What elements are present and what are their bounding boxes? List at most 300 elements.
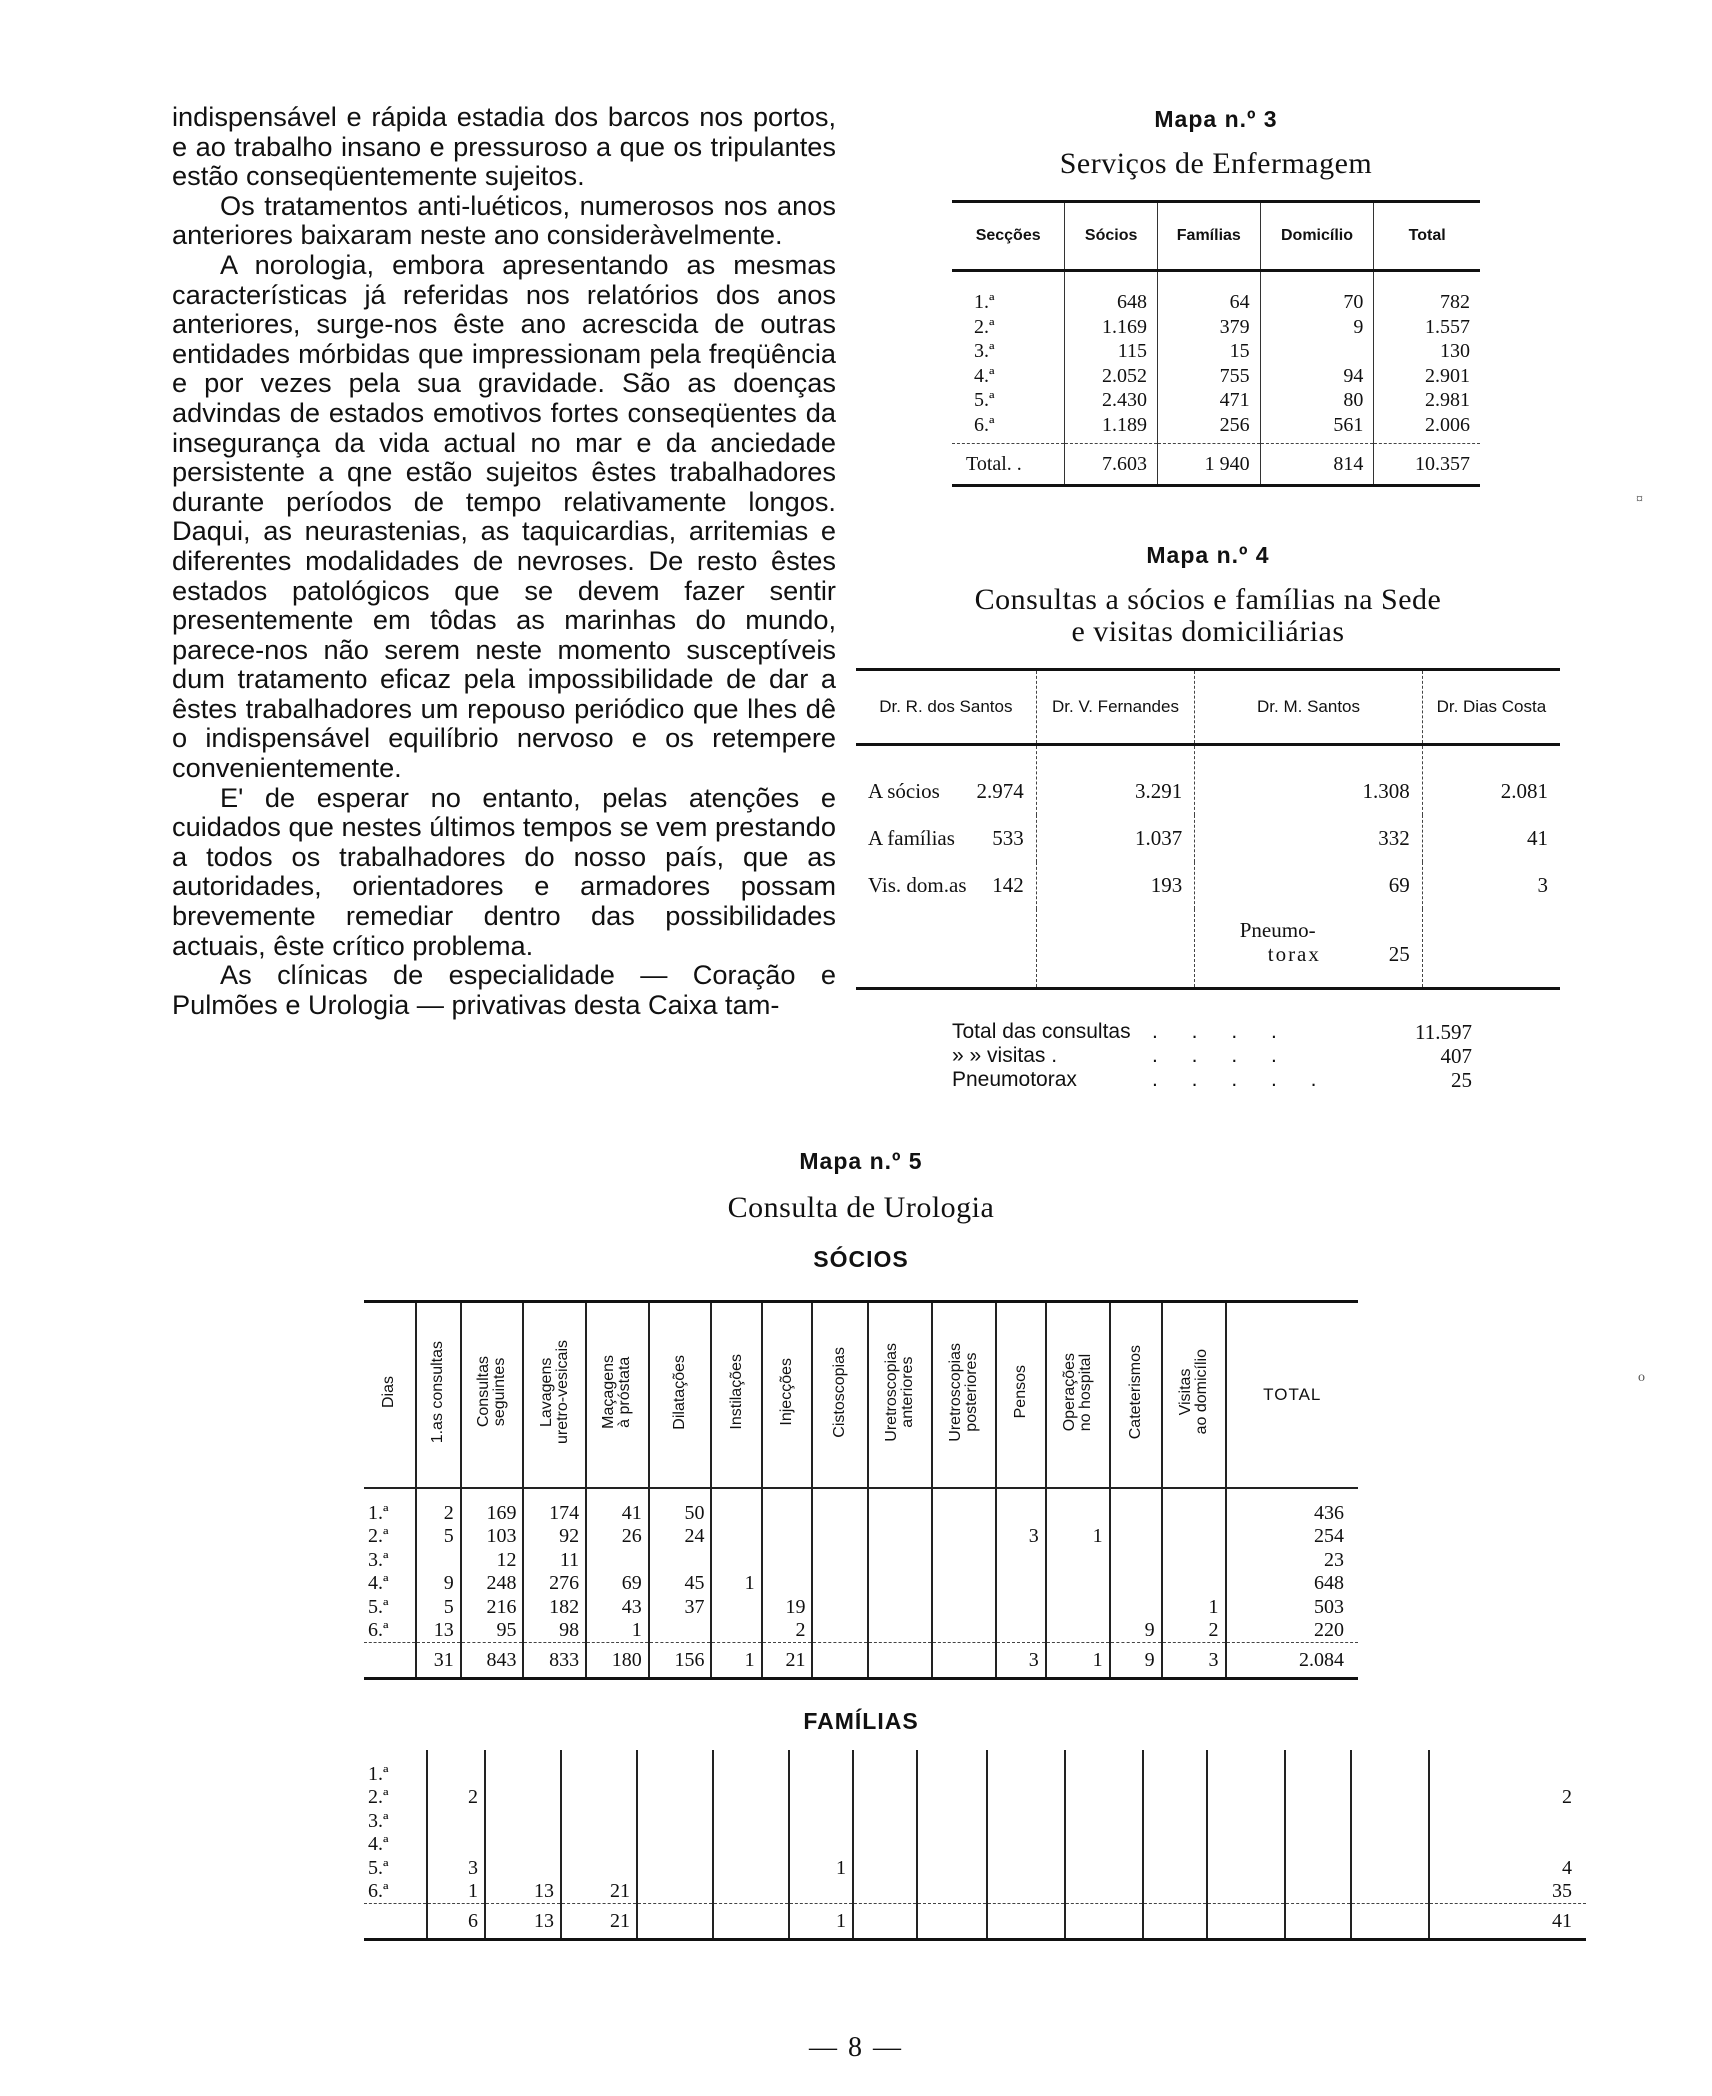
table-cell <box>1207 1904 1285 1940</box>
table-cell: 13 <box>485 1880 561 1904</box>
table-cell: 13 <box>485 1904 561 1940</box>
table-cell <box>868 1595 932 1619</box>
pneumotorax-label-1: Pneumo- <box>1239 917 1316 942</box>
table-cell <box>1036 815 1195 862</box>
table-cell <box>637 1750 713 1786</box>
table-cell: 15 <box>1158 339 1261 364</box>
table-cell: 95 <box>461 1619 524 1643</box>
table-cell: 2.ª <box>364 1786 427 1810</box>
table-row <box>856 862 1560 909</box>
table-cell <box>1429 1833 1586 1857</box>
totals-dots: . . . . . <box>1152 1068 1331 1091</box>
table-cell: 7.603 <box>1065 444 1158 486</box>
totals-row <box>952 1020 1472 1044</box>
table-cell <box>1351 1809 1429 1833</box>
table-cell: 21 <box>561 1880 637 1904</box>
table-cell <box>1207 1880 1285 1904</box>
table-row <box>952 315 1480 340</box>
table-cell: 24 <box>649 1525 712 1549</box>
table-cell <box>427 1833 485 1857</box>
map4-header: Dr. V. Fernandes <box>1036 670 1195 745</box>
table-cell: 1 <box>586 1619 649 1643</box>
table-cell: 648 <box>1065 271 1158 315</box>
pneumotorax-entry <box>1240 918 1410 966</box>
table-cell <box>711 1595 761 1619</box>
map4-title <box>856 584 1560 648</box>
table-cell <box>1207 1809 1285 1833</box>
table-cell <box>932 1572 996 1596</box>
map4-title-line2: e visitas domiciliárias <box>1071 615 1345 648</box>
table-row <box>364 1833 1586 1857</box>
table-cell: 436 <box>1314 1501 1344 1524</box>
table-cell: 174 <box>523 1488 586 1525</box>
table-cell: 248 <box>461 1572 524 1596</box>
page-number: — 8 — <box>809 2032 903 2063</box>
map5-header-text: Cistoscopias <box>831 1346 849 1438</box>
table-cell <box>868 1548 932 1572</box>
table-cell <box>789 1833 853 1857</box>
row-label: A sócios <box>868 779 940 803</box>
cell-value: 1.037 <box>1135 826 1183 850</box>
table-cell: 6.ª <box>952 413 1065 444</box>
table-cell <box>1143 1786 1207 1810</box>
table-cell <box>1162 1488 1226 1525</box>
table-cell: 3 <box>996 1525 1046 1549</box>
table-cell <box>1162 1548 1226 1572</box>
table-cell <box>649 1619 712 1643</box>
table-cell: 4 <box>1562 1856 1572 1879</box>
table-cell <box>917 1809 987 1833</box>
table-cell: 43 <box>586 1595 649 1619</box>
table-cell: 2 <box>1162 1619 1226 1643</box>
table-cell <box>987 1833 1065 1857</box>
body-text <box>172 102 836 1019</box>
table-cell: 379 <box>1158 315 1261 340</box>
table-cell: 6.ª <box>364 1619 416 1643</box>
table-cell: 1 <box>1162 1595 1226 1619</box>
map3-title: Serviços de Enfermagem <box>1059 147 1373 180</box>
table-cell: 115 <box>1065 339 1158 364</box>
table-cell <box>1351 1750 1429 1786</box>
map4-totals <box>952 1020 1472 1092</box>
table-cell: 9 <box>1260 315 1374 340</box>
table-cell: 5.ª <box>364 1856 427 1880</box>
table-cell: 21 <box>762 1643 813 1679</box>
table-cell: 2.006 <box>1425 413 1470 436</box>
table-cell <box>1110 1548 1162 1572</box>
table-cell: 70 <box>1260 271 1374 315</box>
table-cell: 254 <box>1314 1525 1344 1548</box>
table-cell <box>932 1548 996 1572</box>
table-row <box>364 1548 1358 1572</box>
table-cell: 31 <box>416 1643 461 1679</box>
table-cell <box>868 1572 932 1596</box>
table-cell <box>868 1525 932 1549</box>
table-cell <box>762 1488 813 1525</box>
map5-header-text: Visitas ao domicílio <box>1176 1349 1210 1435</box>
table-cell: 4.ª <box>364 1833 427 1857</box>
cell-value: 2.974 <box>976 779 1024 803</box>
table-cell <box>812 1595 867 1619</box>
table-cell <box>812 1619 867 1643</box>
map5-header-text: Cateterismos <box>1126 1344 1144 1440</box>
table-cell: 471 <box>1158 388 1261 413</box>
total-row <box>952 444 1480 486</box>
table-row <box>952 364 1480 389</box>
table-cell: 5.ª <box>364 1595 416 1619</box>
pneumotorax-row <box>856 909 1560 989</box>
total-row <box>364 1643 1358 1679</box>
table-cell: 182 <box>523 1595 586 1619</box>
table-row <box>364 1750 1586 1786</box>
table-cell <box>1195 815 1422 862</box>
table-row <box>856 745 1560 816</box>
map5-header <box>812 1302 867 1489</box>
table-cell: 2 <box>762 1619 813 1643</box>
table-cell: 169 <box>461 1488 524 1525</box>
table-cell: 12 <box>461 1548 524 1572</box>
table-cell <box>856 815 1036 862</box>
paragraph: indispensável e rápida estadia dos barcos nos portos, e ao trabalho insano e pressuroso a que os tripulantes estão conseqüentemente sujeitos. <box>172 101 836 192</box>
table-cell <box>853 1880 917 1904</box>
table-cell <box>853 1904 917 1940</box>
table-cell <box>789 1880 853 1904</box>
table-cell <box>1065 1809 1143 1833</box>
table-cell <box>932 1619 996 1643</box>
table-cell: 2.052 <box>1065 364 1158 389</box>
table-cell: 2.981 <box>1425 389 1470 412</box>
map3-header: Famílias <box>1158 202 1261 271</box>
table-cell <box>1285 1880 1351 1904</box>
table-cell <box>561 1786 637 1810</box>
table-cell <box>1429 1750 1586 1786</box>
table-cell <box>485 1809 561 1833</box>
table-cell: 6.ª <box>364 1880 427 1904</box>
table-cell: 1 <box>711 1643 761 1679</box>
table-cell: 9 <box>1110 1619 1162 1643</box>
pneumotorax-label-text: torax <box>1267 941 1321 966</box>
table-cell <box>987 1809 1065 1833</box>
map4-table <box>856 668 1560 990</box>
table-cell: 5 <box>416 1525 461 1549</box>
row-label: Vis. dom.as <box>868 873 967 897</box>
table-cell: 45 <box>649 1572 712 1596</box>
table-cell: 3 <box>996 1643 1046 1679</box>
table-cell <box>853 1833 917 1857</box>
table-cell: 21 <box>561 1904 637 1940</box>
map5-header <box>461 1302 524 1489</box>
table-cell <box>1351 1786 1429 1810</box>
table-cell <box>1422 815 1560 862</box>
table-cell <box>1351 1904 1429 1940</box>
table-cell: 3 <box>1162 1643 1226 1679</box>
table-cell <box>1110 1488 1162 1525</box>
table-cell: 11 <box>523 1548 586 1572</box>
table-cell <box>1162 1572 1226 1596</box>
table-row <box>364 1619 1358 1643</box>
table-cell: 6 <box>427 1904 485 1940</box>
table-cell <box>1065 1786 1143 1810</box>
table-cell <box>1046 1595 1110 1619</box>
table-cell <box>1036 745 1195 816</box>
totals-label: Total das consultas <box>952 1020 1131 1043</box>
table-cell: 2.ª <box>364 1525 416 1549</box>
table-cell <box>1143 1833 1207 1857</box>
table-cell: 1.ª <box>364 1488 416 1525</box>
table-cell <box>1422 909 1560 989</box>
map5-header-text: Dias <box>380 1375 398 1408</box>
table-cell <box>762 1572 813 1596</box>
table-cell <box>853 1809 917 1833</box>
table-cell <box>1143 1856 1207 1880</box>
table-cell <box>416 1548 461 1572</box>
table-cell <box>856 745 1036 816</box>
table-cell <box>427 1809 485 1833</box>
totals-row <box>952 1044 1472 1068</box>
table-cell: 1.189 <box>1065 413 1158 444</box>
table-cell <box>1422 745 1560 816</box>
cell-value: 142 <box>992 873 1024 897</box>
table-cell <box>856 862 1036 909</box>
scan-speck: o <box>1638 1370 1645 1385</box>
table-cell <box>1046 1619 1110 1643</box>
table-cell <box>789 1750 853 1786</box>
map5-header-text: Consultas seguintes <box>475 1356 509 1428</box>
table-cell <box>932 1643 996 1679</box>
cell-value: 3.291 <box>1135 779 1183 803</box>
table-cell: 2.430 <box>1065 388 1158 413</box>
table-cell <box>789 1786 853 1810</box>
table-cell <box>812 1525 867 1549</box>
table-cell <box>812 1572 867 1596</box>
map5-header-text: 1.as consultas <box>429 1340 447 1444</box>
table-cell <box>1110 1595 1162 1619</box>
map5-header <box>523 1302 586 1489</box>
paragraph: As clínicas de especialidade — Coração e Pulmões e Urologia — privativas desta Caixa tam- <box>172 959 836 1020</box>
cell-value: 2.081 <box>1500 779 1548 803</box>
map5-header-text: Dilatações <box>671 1354 689 1430</box>
familias-heading: FAMÍLIAS <box>803 1708 919 1734</box>
table-cell: 2 <box>1562 1786 1572 1809</box>
table-row <box>952 271 1480 315</box>
table-cell <box>917 1750 987 1786</box>
table-cell: 156 <box>649 1643 712 1679</box>
table-cell <box>713 1750 789 1786</box>
map5-header-text: TOTAL <box>1263 1385 1322 1404</box>
table-cell: 19 <box>762 1595 813 1619</box>
table-cell: 26 <box>586 1525 649 1549</box>
table-row <box>952 388 1480 413</box>
table-cell <box>996 1619 1046 1643</box>
table-cell <box>1110 1525 1162 1549</box>
table-cell <box>1285 1809 1351 1833</box>
table-cell <box>856 909 1036 989</box>
map5-header-text: Uretroscopias posteriores <box>946 1342 980 1442</box>
pneumotorax-label-2 <box>1240 942 1410 966</box>
table-row <box>364 1786 1586 1810</box>
table-cell <box>711 1619 761 1643</box>
table-cell <box>364 1643 416 1679</box>
map5-header <box>416 1302 461 1489</box>
table-cell <box>812 1488 867 1525</box>
table-cell: 1 <box>1046 1643 1110 1679</box>
map5-title: Consulta de Urologia <box>727 1191 995 1224</box>
table-cell <box>987 1750 1065 1786</box>
cell-value: 1.308 <box>1362 779 1410 803</box>
table-cell <box>1351 1880 1429 1904</box>
table-cell <box>1065 1856 1143 1880</box>
table-cell <box>762 1548 813 1572</box>
table-cell <box>713 1904 789 1940</box>
table-cell <box>917 1856 987 1880</box>
table-cell <box>1046 1572 1110 1596</box>
table-cell <box>1195 745 1422 816</box>
table-cell: 92 <box>523 1525 586 1549</box>
table-cell <box>853 1786 917 1810</box>
table-cell <box>561 1750 637 1786</box>
table-cell <box>485 1750 561 1786</box>
table-cell <box>637 1904 713 1940</box>
table-cell <box>713 1880 789 1904</box>
table-cell: 10.357 <box>1374 444 1480 486</box>
table-cell <box>1065 1880 1143 1904</box>
table-cell <box>917 1880 987 1904</box>
table-cell: 814 <box>1260 444 1374 486</box>
table-cell: 103 <box>461 1525 524 1549</box>
scan-speck: ¤ <box>1636 492 1643 507</box>
table-cell <box>1285 1786 1351 1810</box>
table-cell: 220 <box>1314 1619 1344 1642</box>
table-cell <box>1143 1880 1207 1904</box>
table-cell <box>1260 339 1374 364</box>
table-cell <box>1351 1856 1429 1880</box>
map3-label: Mapa n.º 3 <box>1154 106 1278 132</box>
map5-header <box>762 1302 813 1489</box>
row-label: A famílias <box>868 826 955 850</box>
table-cell <box>427 1750 485 1786</box>
table-cell: 843 <box>461 1643 524 1679</box>
table-cell: 5 <box>416 1595 461 1619</box>
table-cell: 13 <box>416 1619 461 1643</box>
cell-value: 41 <box>1527 826 1548 850</box>
table-row <box>364 1525 1358 1549</box>
cell-value: 69 <box>1388 873 1410 897</box>
table-row <box>952 339 1480 364</box>
table-cell: 41 <box>586 1488 649 1525</box>
table-cell <box>996 1572 1046 1596</box>
table-cell: 35 <box>1552 1880 1572 1903</box>
table-cell <box>1207 1856 1285 1880</box>
table-cell: 69 <box>586 1572 649 1596</box>
totals-label: » » visitas . <box>952 1044 1058 1067</box>
table-cell <box>1351 1833 1429 1857</box>
table-cell <box>812 1548 867 1572</box>
map3-header: Secções <box>952 202 1065 271</box>
table-cell: 755 <box>1158 364 1261 389</box>
paragraph: Os tratamentos anti-luéticos, numerosos nos anos anteriores baixaram neste ano consideràvelmente. <box>172 189 836 251</box>
table-cell <box>637 1833 713 1857</box>
totals-value: 25 <box>1451 1068 1472 1092</box>
map5-header <box>649 1302 712 1489</box>
table-cell: 276 <box>523 1572 586 1596</box>
table-cell: 9 <box>1110 1643 1162 1679</box>
socios-heading: SÓCIOS <box>813 1246 909 1272</box>
table-cell <box>1065 1904 1143 1940</box>
table-cell <box>868 1619 932 1643</box>
pneumotorax-value: 25 <box>1388 941 1410 966</box>
table-cell <box>917 1786 987 1810</box>
table-cell: 216 <box>461 1595 524 1619</box>
map5-header-text: Lavagens uretro-vesicais <box>537 1339 571 1445</box>
table-cell <box>917 1833 987 1857</box>
table-cell <box>996 1488 1046 1525</box>
map5-header-text: Operações no hospital <box>1060 1352 1094 1432</box>
totals-label: Pneumotorax <box>952 1068 1077 1091</box>
table-cell <box>917 1904 987 1940</box>
map5-header <box>586 1302 649 1489</box>
map3-header: Sócios <box>1065 202 1158 271</box>
map5-header <box>1046 1302 1110 1489</box>
table-cell: 3.ª <box>952 339 1065 364</box>
table-cell <box>586 1548 649 1572</box>
table-cell: 1 940 <box>1158 444 1261 486</box>
table-cell <box>868 1643 932 1679</box>
totals-value: 11.597 <box>1415 1020 1472 1044</box>
table-cell: 3 <box>427 1856 485 1880</box>
map3-header: Domicílio <box>1260 202 1374 271</box>
table-cell <box>1046 1488 1110 1525</box>
table-cell <box>1285 1856 1351 1880</box>
table-cell <box>853 1856 917 1880</box>
cell-value: 193 <box>1150 873 1183 897</box>
table-cell <box>485 1786 561 1810</box>
table-cell <box>561 1809 637 1833</box>
table-cell: 503 <box>1314 1595 1344 1618</box>
table-cell: 1.557 <box>1425 315 1470 338</box>
table-cell <box>711 1548 761 1572</box>
table-cell: 833 <box>523 1643 586 1679</box>
table-cell <box>1046 1548 1110 1572</box>
table-cell: 180 <box>586 1643 649 1679</box>
table-cell <box>637 1809 713 1833</box>
table-row <box>364 1880 1586 1904</box>
map3-header: Total <box>1374 202 1480 271</box>
table-cell <box>1036 909 1195 989</box>
map3-table <box>952 200 1480 487</box>
map5-socios-table <box>364 1300 1358 1680</box>
table-cell: 9 <box>416 1572 461 1596</box>
table-cell: 64 <box>1158 271 1261 315</box>
table-row <box>364 1488 1358 1525</box>
table-cell: 5.ª <box>952 388 1065 413</box>
table-row <box>364 1595 1358 1619</box>
table-cell <box>713 1856 789 1880</box>
totals-value: 407 <box>1440 1044 1472 1068</box>
table-cell <box>1036 862 1195 909</box>
map5-header <box>1226 1302 1358 1489</box>
table-cell <box>1422 862 1560 909</box>
table-cell <box>853 1750 917 1786</box>
table-row <box>856 815 1560 862</box>
table-cell <box>987 1856 1065 1880</box>
total-row <box>364 1904 1586 1940</box>
table-cell <box>1065 1833 1143 1857</box>
cell-value: 332 <box>1378 826 1410 850</box>
table-cell: 94 <box>1260 364 1374 389</box>
table-cell <box>932 1525 996 1549</box>
table-cell <box>1065 1750 1143 1786</box>
table-cell <box>1162 1525 1226 1549</box>
